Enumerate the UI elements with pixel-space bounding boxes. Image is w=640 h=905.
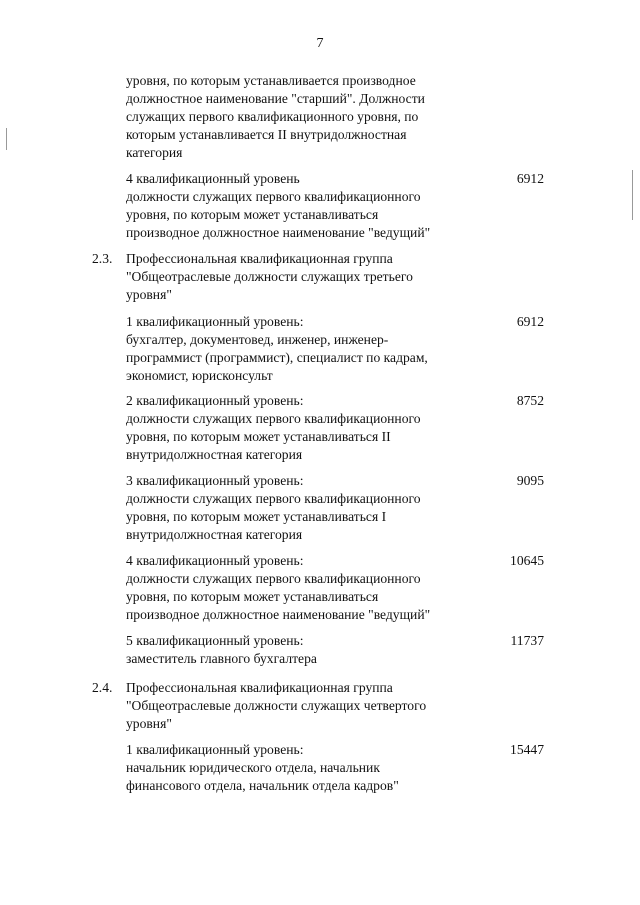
text-line: внутридолжностная категория — [126, 527, 303, 542]
text-line: уровня, по которым может устанавливаться II — [126, 429, 391, 444]
qualification-level — [126, 472, 486, 544]
text-line: должности служащих первого квалификационного — [126, 571, 421, 586]
text-line: производное должностное наименование "ведущий" — [126, 607, 431, 622]
text-line: уровня, по которым может устанавливаться I — [126, 509, 387, 524]
section-number: 2.3. — [92, 251, 113, 266]
text-line: категория — [126, 145, 183, 160]
text-line: служащих первого квалификационного уровня, по — [126, 109, 419, 124]
text-line: 2 квалификационный уровень: — [126, 393, 304, 408]
text-line: заместитель главного бухгалтера — [126, 651, 317, 666]
section-title — [126, 250, 486, 304]
page-number: 7 — [316, 36, 324, 51]
text-line: Профессиональная квалификационная группа — [126, 251, 393, 266]
text-line: 1 квалификационный уровень: — [126, 742, 304, 757]
scan-edge-mark-right — [632, 170, 633, 220]
text-line: уровня, по которым может устанавливаться — [126, 207, 379, 222]
text-line: которым устанавливается II внутридолжностная — [126, 127, 407, 142]
text-line: 3 квалификационный уровень: — [126, 473, 304, 488]
text-line: финансового отдела, начальник отдела кадров" — [126, 778, 399, 793]
salary-value: 6912 — [516, 314, 544, 329]
qualification-level — [126, 632, 486, 668]
salary-value: 6912 — [516, 171, 544, 186]
text-line: уровня, по которым устанавливается производное — [126, 73, 416, 88]
salary-value: 9095 — [516, 473, 544, 488]
text-line: уровня, по которым может устанавливаться — [126, 589, 379, 604]
salary-value: 10645 — [510, 553, 544, 568]
text-line: внутридолжностная категория — [126, 447, 303, 462]
text-line: должности служащих первого квалификационного — [126, 189, 421, 204]
qualification-level — [126, 170, 486, 242]
text-line: должности служащих первого квалификационного — [126, 491, 421, 506]
text-line: "Общеотраслевые должности служащих третьего — [126, 269, 413, 284]
text-line: производное должностное наименование "ведущий" — [126, 225, 431, 240]
qualification-level — [126, 392, 486, 464]
text-line: 1 квалификационный уровень: — [126, 314, 304, 329]
section-title — [126, 679, 486, 733]
text-line: Профессиональная квалификационная группа — [126, 680, 393, 695]
text-line: должности служащих первого квалификационного — [126, 411, 421, 426]
text-line: программист (программист), специалист по кадрам, — [126, 350, 428, 365]
scan-edge-mark-left — [6, 128, 7, 150]
salary-value: 15447 — [510, 742, 544, 757]
text-line: уровня" — [126, 716, 172, 731]
section-number: 2.4. — [92, 680, 113, 695]
qualification-level — [126, 552, 486, 624]
salary-value: 8752 — [516, 393, 544, 408]
text-line: бухгалтер, документовед, инженер, инженер- — [126, 332, 389, 347]
qualification-level — [126, 313, 486, 385]
continuation-text — [126, 72, 486, 162]
salary-value: 11737 — [510, 633, 544, 648]
text-line: 5 квалификационный уровень: — [126, 633, 304, 648]
text-line: 4 квалификационный уровень — [126, 171, 300, 186]
text-line: уровня" — [126, 287, 172, 302]
text-line: должностное наименование "старший". Должности — [126, 91, 425, 106]
text-line: экономист, юрисконсульт — [126, 368, 273, 383]
text-line: 4 квалификационный уровень: — [126, 553, 304, 568]
qualification-level — [126, 741, 486, 795]
text-line: начальник юридического отдела, начальник — [126, 760, 380, 775]
text-line: "Общеотраслевые должности служащих четвертого — [126, 698, 427, 713]
